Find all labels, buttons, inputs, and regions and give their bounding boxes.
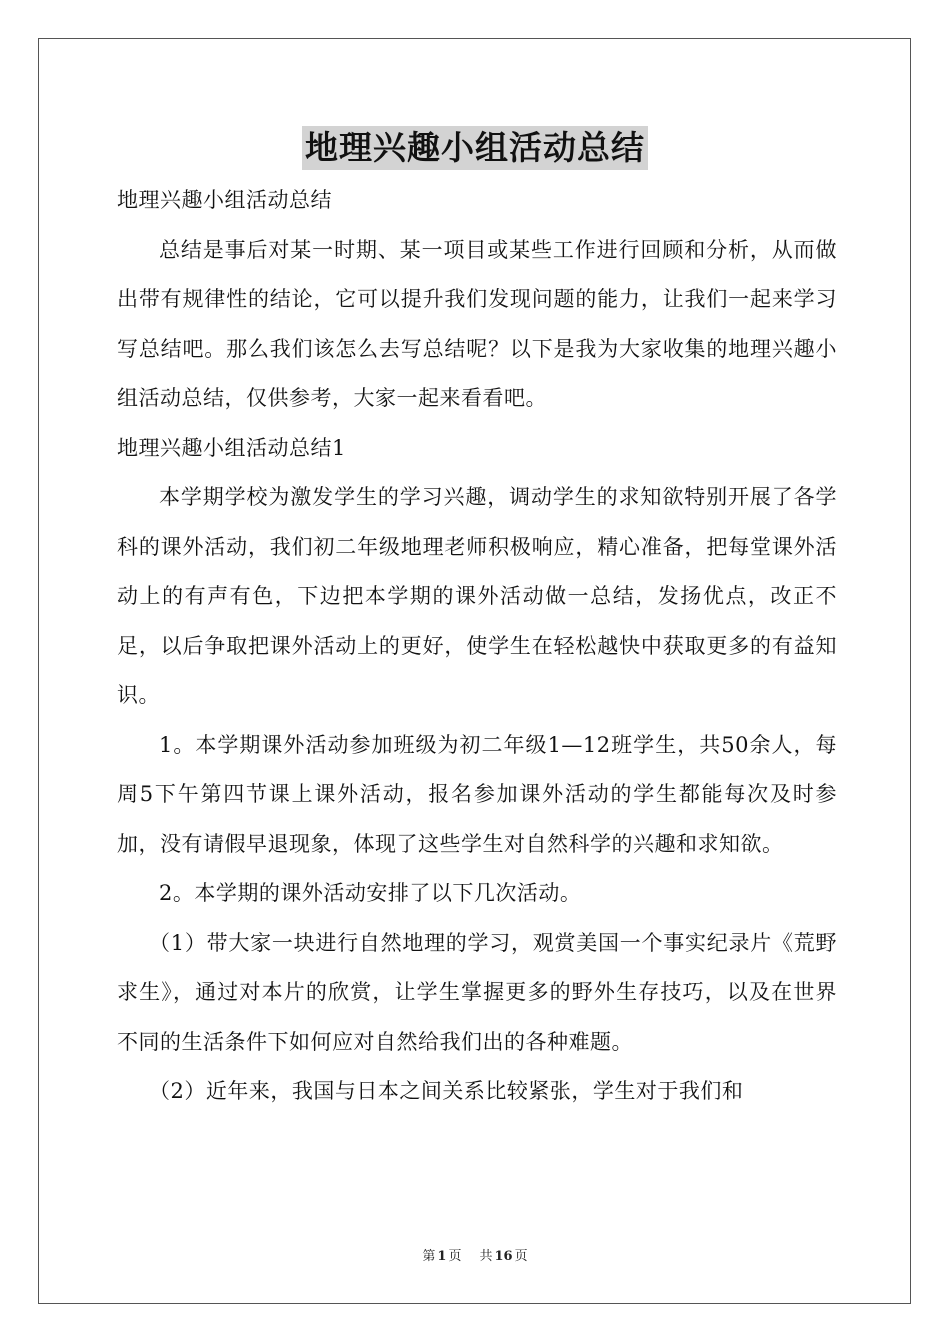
document-body (117, 176, 837, 1117)
section-heading-1: 地理兴趣小组活动总结1 (117, 435, 346, 460)
footer-page-prefix: 第 (422, 1249, 436, 1264)
footer-page-suffix: 页 (448, 1249, 462, 1264)
section-paragraph-2: 1。本学期课外活动参加班级为初二年级1—12班学生，共50余人，每周5下午第四节课上课外活动，报名参加课外活动的学生都能每次及时参加，没有请假早退现象，体现了这些学生对自然科学的兴趣和求知欲。 (117, 732, 837, 856)
page-footer (0, 1245, 950, 1264)
footer-total-prefix: 共 (479, 1249, 493, 1264)
intro-paragraph: 总结是事后对某一时期、某一项目或某些工作进行回顾和分析，从而做出带有规律性的结论，它可以提升我们发现问题的能力，让我们一起来学习写总结吧。那么我们该怎么去写总结呢？以下是我为大家收集的地理兴趣小组活动总结，仅供参考，大家一起来看看吧。 (117, 237, 837, 410)
section-paragraph-5: （2）近年来，我国与日本之间关系比较紧张，学生对于我们和 (149, 1079, 744, 1103)
section-paragraph-4: （1）带大家一块进行自然地理的学习，观赏美国一个事实纪录片《荒野求生》，通过对本片的欣赏，让学生掌握更多的野外生存技巧，以及在世界不同的生活条件下如何应对自然给我们出的各种难题。 (117, 930, 837, 1054)
footer-total-suffix: 页 (514, 1249, 528, 1264)
section-paragraph-1: 本学期学校为激发学生的学习兴趣，调动学生的求知欲特别开展了各学科的课外活动，我们初二年级地理老师积极响应，精心准备，把每堂课外活动上的有声有色，下边把本学期的课外活动做一总结，发扬优点，改正不足，以后争取把课外活动上的更好，使学生在轻松越快中获取更多的有益知识。 (117, 485, 837, 707)
footer-page-total: 16 (494, 1249, 513, 1264)
footer-page-current: 1 (437, 1249, 447, 1264)
document-title: 地理兴趣小组活动总结 (302, 126, 648, 170)
section-paragraph-3: 2。本学期的课外活动安排了以下几次活动。 (159, 881, 582, 905)
title-container (0, 126, 950, 170)
intro-heading: 地理兴趣小组活动总结 (117, 188, 332, 212)
